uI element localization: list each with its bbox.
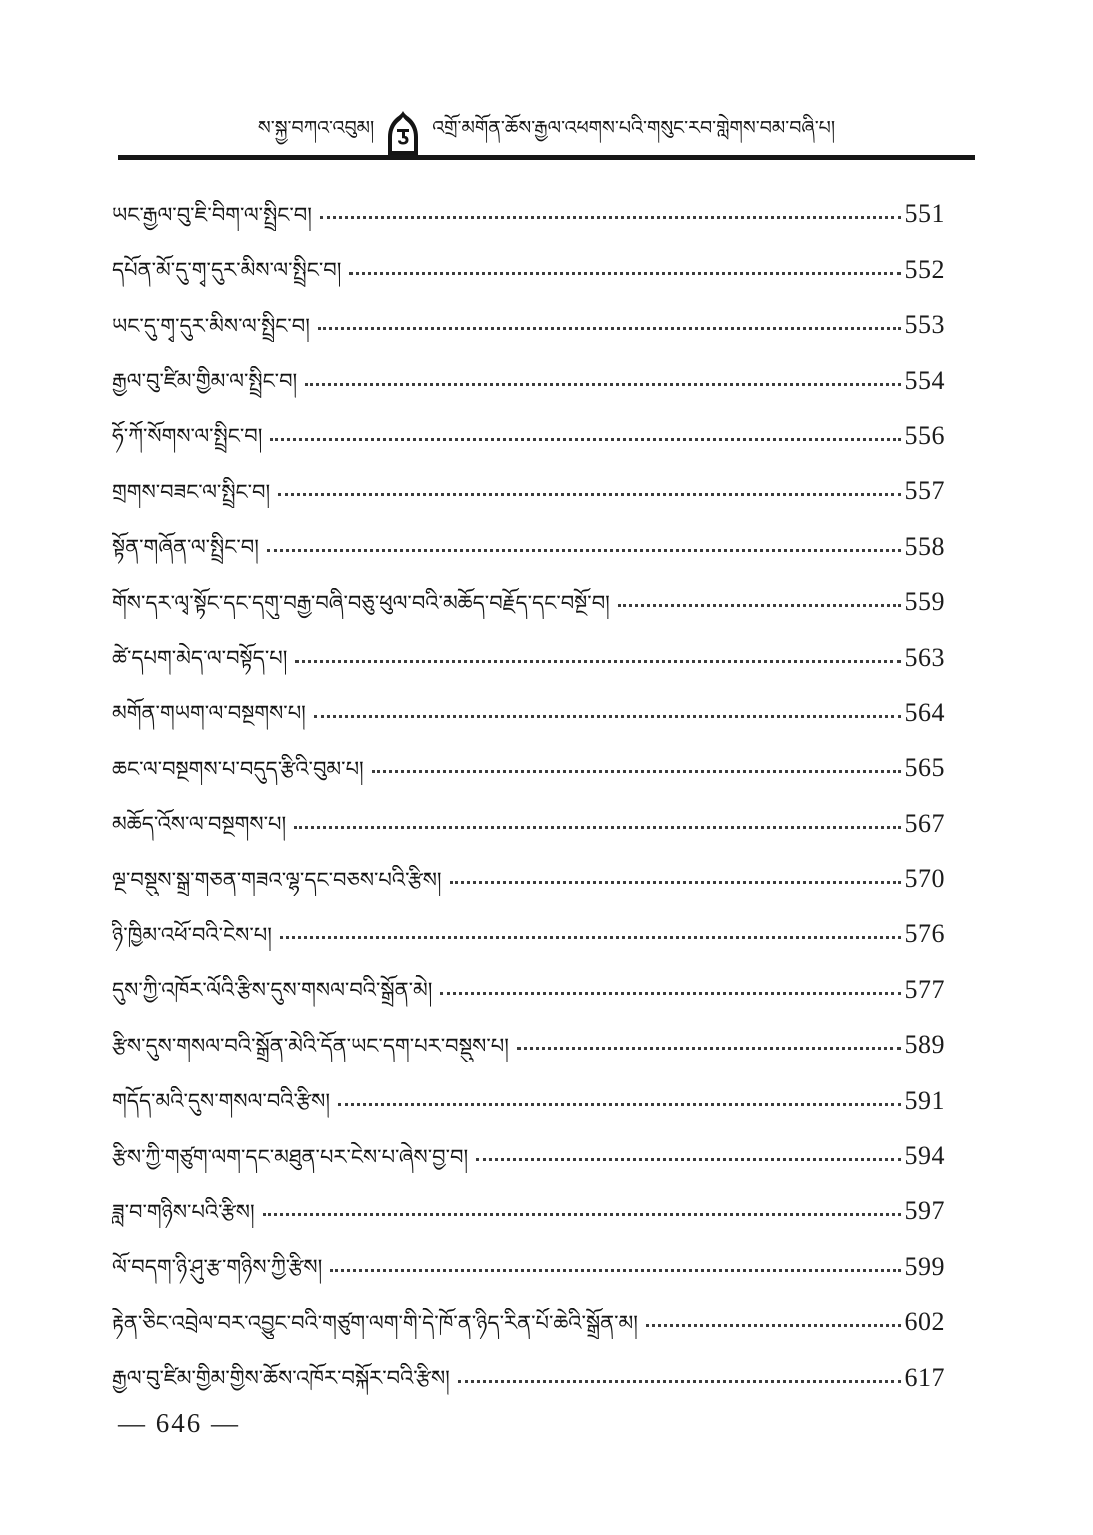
toc-entry [112, 1118, 945, 1173]
toc-entry-page-number: 552 [904, 254, 945, 284]
toc-entry-page-number: 577 [904, 974, 945, 1004]
toc-entry-page-number: 553 [904, 310, 945, 340]
toc-entry-page-number: 554 [904, 365, 945, 395]
toc-entry-title: ལྔ་བསྡུས་སྒྲ་གཅན་གཟའ་ལྷ་དང་བཅས་པའི་རྩིས། [112, 867, 442, 892]
toc-entry [112, 398, 945, 453]
toc-entry [112, 675, 945, 730]
toc-entry-title: ཆང་ལ་བསྔགས་པ་བདུད་རྩིའི་བུམ་པ། [112, 756, 364, 781]
toc-entry-page-number: 594 [904, 1141, 945, 1171]
toc-entry-title: ལོ་བདག་ཉི་ཤུ་རྩ་གཉིས་ཀྱི་རྩིས། [112, 1255, 323, 1280]
toc-entry-title: རྩིས་ཀྱི་གཙུག་ལག་དང་མཐུན་པར་ངེས་པ་ཞེས་བྱ་བ། [112, 1144, 469, 1169]
toc-entry-title: རྟེན་ཅིང་འབྲེལ་བར་འབྱུང་བའི་གཙུག་ལག་གི་དེ་ཁོ་ན་ཉིད་རིན་པོ་ཆེའི་སྒྲོན་མ། [112, 1310, 638, 1335]
toc-entry-title: ཡང་རྒྱལ་བུ་ཇི་བིག་ལ་སྤྲིང་བ། [112, 202, 312, 227]
dotted-leader [458, 1380, 901, 1383]
toc-entry-title: མགོན་གཡག་ལ་བསྔགས་པ། [112, 701, 306, 726]
toc-entry-title: ཡང་དུ་གྭ་དུར་མིས་ལ་སྤྲིང་བ། [112, 313, 310, 338]
toc-entry-page-number: 589 [904, 1030, 945, 1060]
dotted-leader [314, 715, 901, 718]
toc-entry-page-number: 558 [904, 531, 945, 561]
toc-entry-title: སྟོན་གཞོན་ལ་སྤྲིང་བ། [112, 535, 259, 560]
toc-entry-page-number: 557 [904, 476, 945, 506]
toc-entry [112, 1007, 945, 1062]
page-header [0, 106, 1093, 160]
toc-entry [112, 785, 945, 840]
footer-page-number: — 646 — [118, 1408, 240, 1438]
dotted-leader [295, 660, 900, 663]
dotted-leader [450, 881, 901, 884]
toc-entry-page-number: 597 [904, 1196, 945, 1226]
toc-entry [112, 841, 945, 896]
toc-entry-page-number: 556 [904, 420, 945, 450]
header-right-title: འགྲོ་མགོན་ཆོས་རྒྱལ་འཕགས་པའི་གསུང་རབ་གླེགས་བམ་བཞི་པ། [432, 118, 836, 139]
toc-entry [112, 176, 945, 231]
toc-entry-title: གོས་དར་ལྭ་སྟོང་དང་དགུ་བརྒྱ་བཞི་བཅུ་ཕུལ་བའི་མཆོད་བརྗོད་དང་བསྔོ་བ། [112, 590, 610, 615]
toc-entry-page-number: 563 [904, 642, 945, 672]
toc-entry-title: ཟླ་བ་གཉིས་པའི་རྩིས། [112, 1199, 255, 1224]
toc-entry-title: རྒྱལ་བུ་ཛིམ་གྱིམ་ལ་སྤྲིང་བ། [112, 369, 298, 394]
dotted-leader [372, 770, 901, 773]
toc-entry-title: གདོད་མའི་དུས་གསལ་བའི་རྩིས། [112, 1089, 331, 1114]
toc-entry [112, 564, 945, 619]
dotted-leader [440, 992, 900, 995]
dotted-leader [294, 826, 900, 829]
toc-entry-page-number: 576 [904, 919, 945, 949]
toc-entry-title: ཧོ་ཀོ་སོགས་ལ་སྤྲིང་བ། [112, 424, 263, 449]
toc-entry [112, 730, 945, 785]
toc-entry-page-number: 551 [904, 199, 945, 229]
toc-entry-page-number: 559 [904, 587, 945, 617]
dotted-leader [476, 1158, 900, 1161]
dotted-leader [267, 549, 901, 552]
dotted-leader [270, 438, 900, 441]
dotted-leader [305, 383, 900, 386]
toc-entry-title: རྒྱལ་བུ་ཛིམ་གྱིམ་གྱིས་ཆོས་འཁོར་བསྐོར་བའི་རྩིས། [112, 1366, 450, 1391]
toc-entry-page-number: 567 [904, 808, 945, 838]
dotted-leader [330, 1269, 900, 1272]
toc-entry-page-number: 599 [904, 1251, 945, 1281]
toc-entry [112, 508, 945, 563]
dotted-leader [646, 1324, 901, 1327]
dotted-leader [618, 604, 901, 607]
dotted-leader [320, 216, 901, 219]
dotted-leader [318, 327, 901, 330]
toc-entry [112, 342, 945, 397]
toc-entry [112, 1339, 945, 1394]
dotted-leader [280, 936, 901, 939]
toc-entry [112, 951, 945, 1006]
toc-entry [112, 1228, 945, 1283]
toc-entry-page-number: 570 [904, 864, 945, 894]
toc-entry [112, 1062, 945, 1117]
toc-entry-page-number: 565 [904, 753, 945, 783]
toc-entry-title: ཉི་ཁྱིམ་འཕོ་བའི་ངེས་པ། [112, 922, 272, 947]
toc-entry-title: ཚེ་དཔག་མེད་ལ་བསྟོད་པ། [112, 646, 288, 671]
dotted-leader [338, 1103, 900, 1106]
header-left-title: ས་སྐྱ་བཀའ་འབུམ། [257, 118, 375, 139]
toc-entry-title: མཆོད་འོས་ལ་བསྔགས་པ། [112, 812, 287, 837]
table-of-contents [112, 176, 945, 1395]
toc-entry [112, 1173, 945, 1228]
toc-entry-page-number: 564 [904, 697, 945, 727]
toc-entry-title: དཔོན་མོ་དུ་གྭ་དུར་མིས་ལ་སྤྲིང་བ། [112, 258, 342, 283]
toc-entry [112, 1284, 945, 1339]
toc-entry-title: དུས་ཀྱི་འཁོར་ལོའི་རྩིས་དུས་གསལ་བའི་སྒྲོན་མེ། [112, 978, 433, 1003]
header-divider [118, 155, 975, 160]
toc-entry [112, 896, 945, 951]
dotted-leader [278, 493, 900, 496]
dotted-leader [349, 272, 900, 275]
dotted-leader [263, 1213, 901, 1216]
dotted-leader [517, 1047, 901, 1050]
toc-entry [112, 453, 945, 508]
toc-entry [112, 231, 945, 286]
toc-entry [112, 619, 945, 674]
stupa-seal-icon [386, 111, 420, 155]
toc-entry [112, 287, 945, 342]
toc-entry-page-number: 602 [904, 1307, 945, 1337]
toc-entry-page-number: 617 [904, 1362, 945, 1392]
toc-entry-title: གྲགས་བཟང་ལ་སྤྲིང་བ། [112, 479, 271, 504]
toc-entry-title: རྩིས་དུས་གསལ་བའི་སྒྲོན་མེའི་དོན་ཡང་དག་པར་བསྡུས་པ། [112, 1033, 509, 1058]
toc-entry-page-number: 591 [904, 1085, 945, 1115]
